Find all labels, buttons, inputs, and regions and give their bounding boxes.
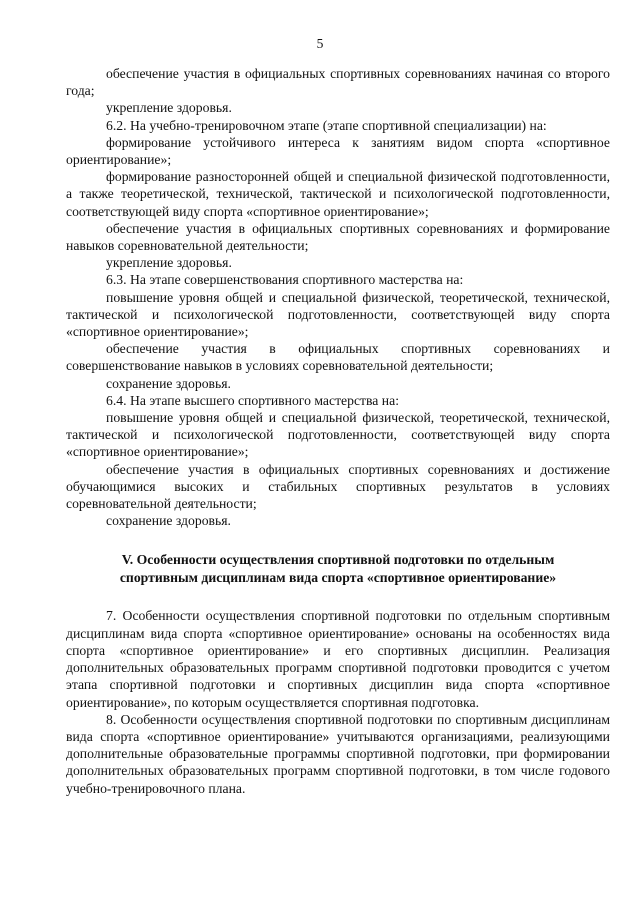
- paragraph: 6.4. На этапе высшего спортивного мастерства на:: [106, 392, 400, 408]
- paragraph: повышение уровня общей и специальной физической, теоретической, технической, тактической и психологической подготовленности, соответствующей виду спорта «спортивное ориентирование»;: [66, 289, 610, 340]
- paragraph: обеспечение участия в официальных спортивных соревнованиях и формирование навыков соревновательной деятельности;: [66, 220, 610, 254]
- paragraph: сохранение здоровья.: [106, 375, 231, 391]
- paragraph: обеспечение участия в официальных спортивных соревнованиях и достижение обучающимися высоких и стабильных спортивных результатов в условиях соревновательной деятельности;: [66, 461, 610, 512]
- paragraph: укрепление здоровья.: [106, 255, 232, 271]
- paragraph: сохранение здоровья.: [106, 513, 231, 529]
- paragraph: обеспечение участия в официальных спортивных соревнованиях начиная со второго года;: [66, 66, 610, 99]
- section-heading-line-1: V. Особенности осуществления спортивной подготовки по отдельным: [121, 552, 555, 568]
- document-body: [66, 65, 610, 797]
- paragraph: повышение уровня общей и специальной физической, теоретической, технической, тактической и психологической подготовленности, соответствующей виду спорта «спортивное ориентирование»;: [66, 410, 610, 460]
- paragraph: обеспечение участия в официальных спортивных соревнованиях и совершенствование навыков в условиях соревновательной деятельности;: [66, 341, 610, 374]
- page-number: 5: [316, 36, 324, 51]
- paragraph: формирование разносторонней общей и специальной физической подготовленности, а также теоретической, технической, тактической и психологической подготовленности, соответствующей виду спорта «спортивное ориентирование»;: [66, 169, 610, 219]
- paragraph: укрепление здоровья.: [106, 100, 232, 116]
- section-heading: [66, 551, 610, 586]
- paragraph: 7. Особенности осуществления спортивной подготовки по отдельным спортивным дисциплинам вида спорта «спортивное ориентирование» основаны на особенностях вида спорта «спортивное ориентирование» и его спортивных дисциплин. Реализация дополнительных образовательных программ спортивной подготовки проводится с учетом этапа спортивной подготовки и спортивных дисциплин вида спорта «спортивное ориентирование», по которым осуществляется спортивная подготовка.: [66, 608, 610, 710]
- paragraph: 8. Особенности осуществления спортивной подготовки по спортивным дисциплинам вида спорта «спортивное ориентирование» учитываются организациями, реализующими дополнительные образовательные программы спортивной подготовки, при формировании дополнительных образовательных программ спортивной подготовки, в том числе годового учебно-тренировочного плана.: [66, 711, 610, 796]
- section-heading-line-2: спортивным дисциплинам вида спорта «спортивное ориентирование»: [119, 569, 557, 585]
- paragraph: 6.3. На этапе совершенствования спортивного мастерства на:: [106, 272, 464, 288]
- paragraph: 6.2. На учебно-тренировочном этапе (этапе спортивной специализации) на:: [106, 117, 547, 133]
- paragraph: формирование устойчивого интереса к занятиям видом спорта «спортивное ориентирование»;: [66, 134, 610, 168]
